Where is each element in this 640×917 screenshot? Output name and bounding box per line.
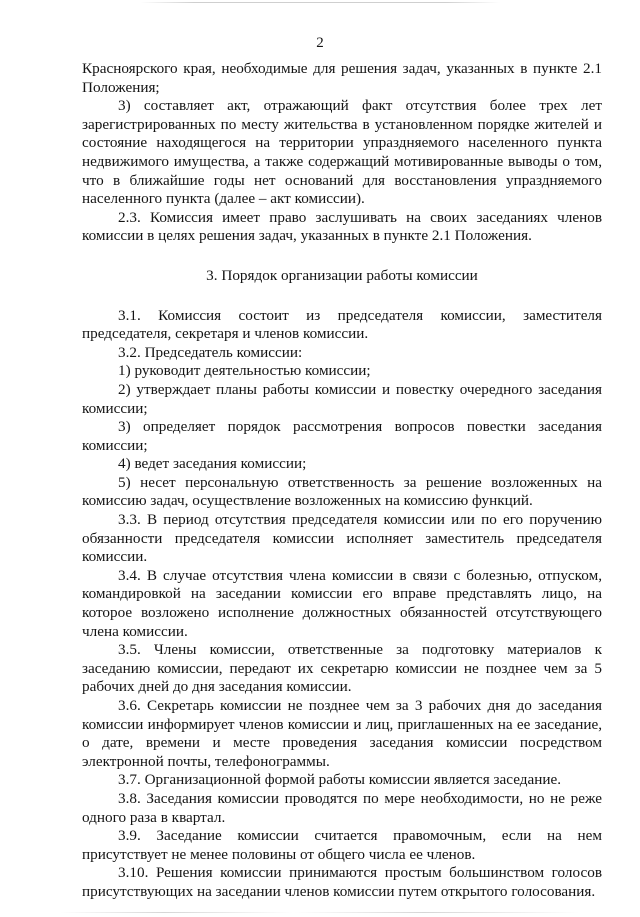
paragraph-3-5: 3.5. Члены комиссии, ответственные за подготовку материалов к заседанию комиссии, передают их секретарю комиссии не позднее чем за 5 рабочих дней до дня заседания комиссии. — [82, 641, 602, 696]
scan-edge-bottom — [60, 912, 580, 913]
document-body — [82, 60, 602, 902]
section-heading: 3. Порядок организации работы комиссии — [206, 266, 478, 284]
paragraph-item-3: 3) составляет акт, отражающий факт отсутствия более трех лет зарегистрированных по месту жительства в установленном порядке жителей и состояние находящегося на территории упраздняемого населенного пункта недвижимого имущества, а также содержащий мотивированные выводы о том, что в ближайшие годы нет оснований для восстановления упраздняемого населенного пункта (далее – акт комиссии). — [82, 97, 602, 208]
paragraph-3-1: 3.1. Комиссия состоит из председателя комиссии, заместителя председателя, секретаря и членов комиссии. — [82, 306, 602, 343]
paragraph-3-4: 3.4. В случае отсутствия члена комиссии в связи с болезнью, отпуском, командировкой на заседании комиссии его вправе представлять лицо, на которое возложено исполнение должностных обязанностей отсутствующего члена комиссии. — [82, 566, 602, 640]
paragraph-3-8: 3.8. Заседания комиссии проводятся по мере необходимости, но не реже одного раза в квартал. — [82, 789, 602, 826]
paragraph-3-2: 3.2. Председатель комиссии: — [118, 343, 303, 361]
paragraph-3-6: 3.6. Секретарь комиссии не позднее чем за 3 рабочих дня до заседания комиссии информирует членов комиссии и лиц, приглашенных на ее заседание, о дате, времени и месте проведения заседания комиссии посредством электронной почты, телефонограммы. — [82, 697, 602, 770]
page-number: 2 — [316, 35, 324, 51]
paragraph-3-7: 3.7. Организационной формой работы комиссии является заседание. — [118, 771, 562, 789]
paragraph-3-9: 3.9. Заседание комиссии считается правомочным, если на нем присутствует не менее половины от общего числа ее членов. — [82, 827, 602, 863]
paragraph-3-3: 3.3. В период отсутствия председателя комиссии или по его поручению обязанности председателя комиссии исполняет заместитель председателя комиссии. — [82, 511, 602, 566]
scan-edge-top — [140, 2, 500, 3]
paragraph-3-2-item-5: 5) несет персональную ответственность за решение возложенных на комиссию задач, осуществление возложенных на комиссию функций. — [82, 473, 602, 510]
paragraph-3-10: 3.10. Решения комиссии принимаются простым большинством голосов присутствующих на заседании членов комиссии путем открытого голосования. — [82, 864, 602, 900]
paragraph-continuation: Красноярского края, необходимые для решения задач, указанных в пункте 2.1 Положения; — [82, 60, 602, 96]
paragraph-3-2-item-4: 4) ведет заседания комиссии; — [118, 455, 307, 473]
paragraph-3-2-item-3: 3) определяет порядок рассмотрения вопросов повестки заседания комиссии; — [82, 418, 602, 454]
paragraph-2-3: 2.3. Комиссия имеет право заслушивать на своих заседаниях членов комиссии в целях решения задач, указанных в пункте 2.1 Положения. — [82, 208, 602, 245]
paragraph-3-2-item-1: 1) руководит деятельностью комиссии; — [118, 362, 371, 380]
paragraph-3-2-item-2: 2) утверждает планы работы комиссии и повестку очередного заседания комиссии; — [82, 380, 602, 417]
